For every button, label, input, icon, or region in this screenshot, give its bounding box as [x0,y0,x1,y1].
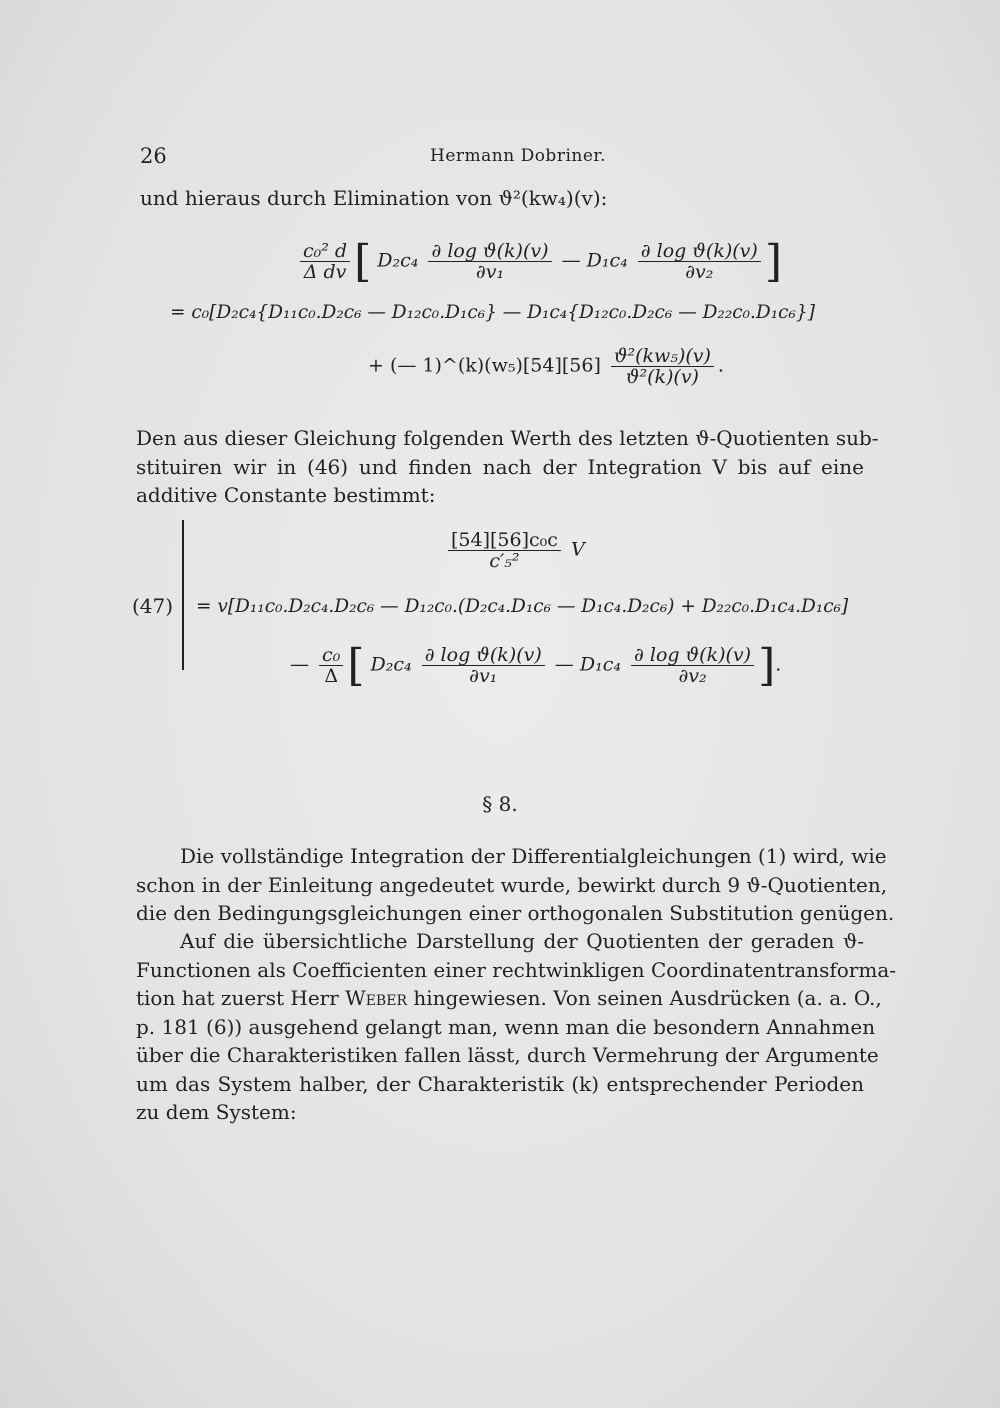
fraction-numerator: ϑ²(kw₅)(v) [611,346,714,367]
equation-term: + (— 1)^(k)(w₅)[54][56] [368,354,601,377]
text-line: Den aus dieser Gleichung folgenden Werth des letzten ϑ-Quotienten sub- [136,426,879,450]
equation-1-line-2 [170,302,815,323]
left-bracket: [ [347,640,365,691]
equation-47-line-2 [196,596,848,617]
fraction-denominator: c′₅² [489,550,520,572]
fraction-numerator: c₀ [319,645,343,666]
intro-line [140,184,860,213]
equation-rhs: = c₀[D₂c₄{D₁₁c₀.D₂c₆ — D₁₂c₀.D₁c₆} — D₁c₄{D₁₂c₀.D₂c₆ — D₂₂c₀.D₁c₆}] [170,302,815,323]
system-brace [182,520,198,670]
fraction-denominator: Δ dv [303,261,347,283]
text-fragment: hingewiesen. Von seinen Ausdrücken (a. a. O., [413,986,882,1010]
fraction-denominator: ∂v₁ [475,261,505,283]
text-line: über die Charakteristiken fallen lässt, durch Vermehrung der Argumente [136,1043,879,1067]
term-fraction [638,241,761,282]
equation-1-line-3 [368,346,724,387]
period: . [717,354,724,377]
fraction-denominator: ∂v₁ [469,665,498,687]
fraction-numerator: ∂ log ϑ(k)(v) [422,645,545,666]
page-header [140,144,860,174]
fraction-numerator: c₀² d [300,241,350,262]
text-line [136,984,882,1013]
intro-text: und hieraus durch Elimination von ϑ²(kw₄)(v): [140,186,608,210]
term-fraction [428,241,551,282]
term-fraction [631,645,754,686]
paragraph-1 [136,424,879,510]
text-line: additive Constante bestimmt: [136,483,436,507]
page-number: 26 [140,144,167,168]
paragraph-3 [136,927,897,1127]
term-fraction [448,530,561,571]
fraction-denominator: ∂v₂ [678,665,707,687]
equation-number: (47) [132,594,174,618]
term-coefficient: D₁c₄ [586,249,628,272]
term-coefficient: D₂c₄ [370,653,412,676]
fraction-numerator: ∂ log ϑ(k)(v) [631,645,754,666]
author-name: Weber [345,986,407,1010]
text-line: schon in der Einleitung angedeutet wurde, bewirkt durch 9 ϑ-Quotienten, [136,872,888,897]
equation-rhs: = v[D₁₁c₀.D₂c₄.D₂c₆ — D₁₂c₀.(D₂c₄.D₁c₆ — D₁c₄.D₂c₆) + D₂₂c₀.D₁c₄.D₁c₆] [196,596,849,617]
text-line: stituiren wir in (46) und finden nach der Integration V bis auf eine [136,454,864,479]
fraction-numerator: [54][56]c₀c [448,530,561,551]
right-bracket: ] [758,640,776,691]
running-head: Hermann Dobriner. [430,146,607,166]
minus-sign: — [561,249,581,272]
equation-1-prefactor [300,241,350,282]
text-line: p. 181 (6)) ausgehend gelangt man, wenn man die besondern Annahmen [136,1014,876,1039]
term-coefficient: D₁c₄ [579,653,621,676]
period: . [775,653,782,676]
fraction-denominator: Δ [324,665,339,687]
term-fraction [319,645,343,686]
right-bracket: ] [764,236,782,287]
minus-sign: — [554,653,574,676]
fraction-denominator: ϑ²(k)(v) [625,366,699,388]
minus-sign: — [290,653,309,676]
section-heading: § 8. [482,792,518,816]
text-line: zu dem System: [136,1100,297,1124]
text-line: um das System halber, der Charakteristik (k) entsprechender Perioden [136,1071,864,1096]
left-bracket: [ [354,236,372,287]
equation-47-line-3 [290,640,781,691]
equation-1-line-1 [296,236,782,287]
fraction-numerator: ∂ log ϑ(k)(v) [428,241,551,262]
equation-term: V [570,538,585,561]
text-fragment: tion hat zuerst Herr [136,986,339,1010]
term-fraction [611,346,714,387]
fraction-numerator: ∂ log ϑ(k)(v) [638,241,761,262]
text-line: Die vollständige Integration der Differentialgleichungen (1) wird, wie [180,844,887,868]
text-line: Functionen als Coefficienten einer rechtwinkligen Coordinatentransforma- [136,957,897,982]
text-line: Auf die übersichtliche Darstellung der Quotienten der geraden ϑ- [180,929,864,953]
term-fraction [422,645,545,686]
text-line: die den Bedingungsgleichungen einer orthogonalen Substitution genügen. [136,901,895,925]
paragraph-2 [136,842,895,928]
fraction-denominator: ∂v₂ [685,261,714,283]
term-coefficient: D₂c₄ [377,249,419,272]
equation-47-line-1 [444,530,585,571]
